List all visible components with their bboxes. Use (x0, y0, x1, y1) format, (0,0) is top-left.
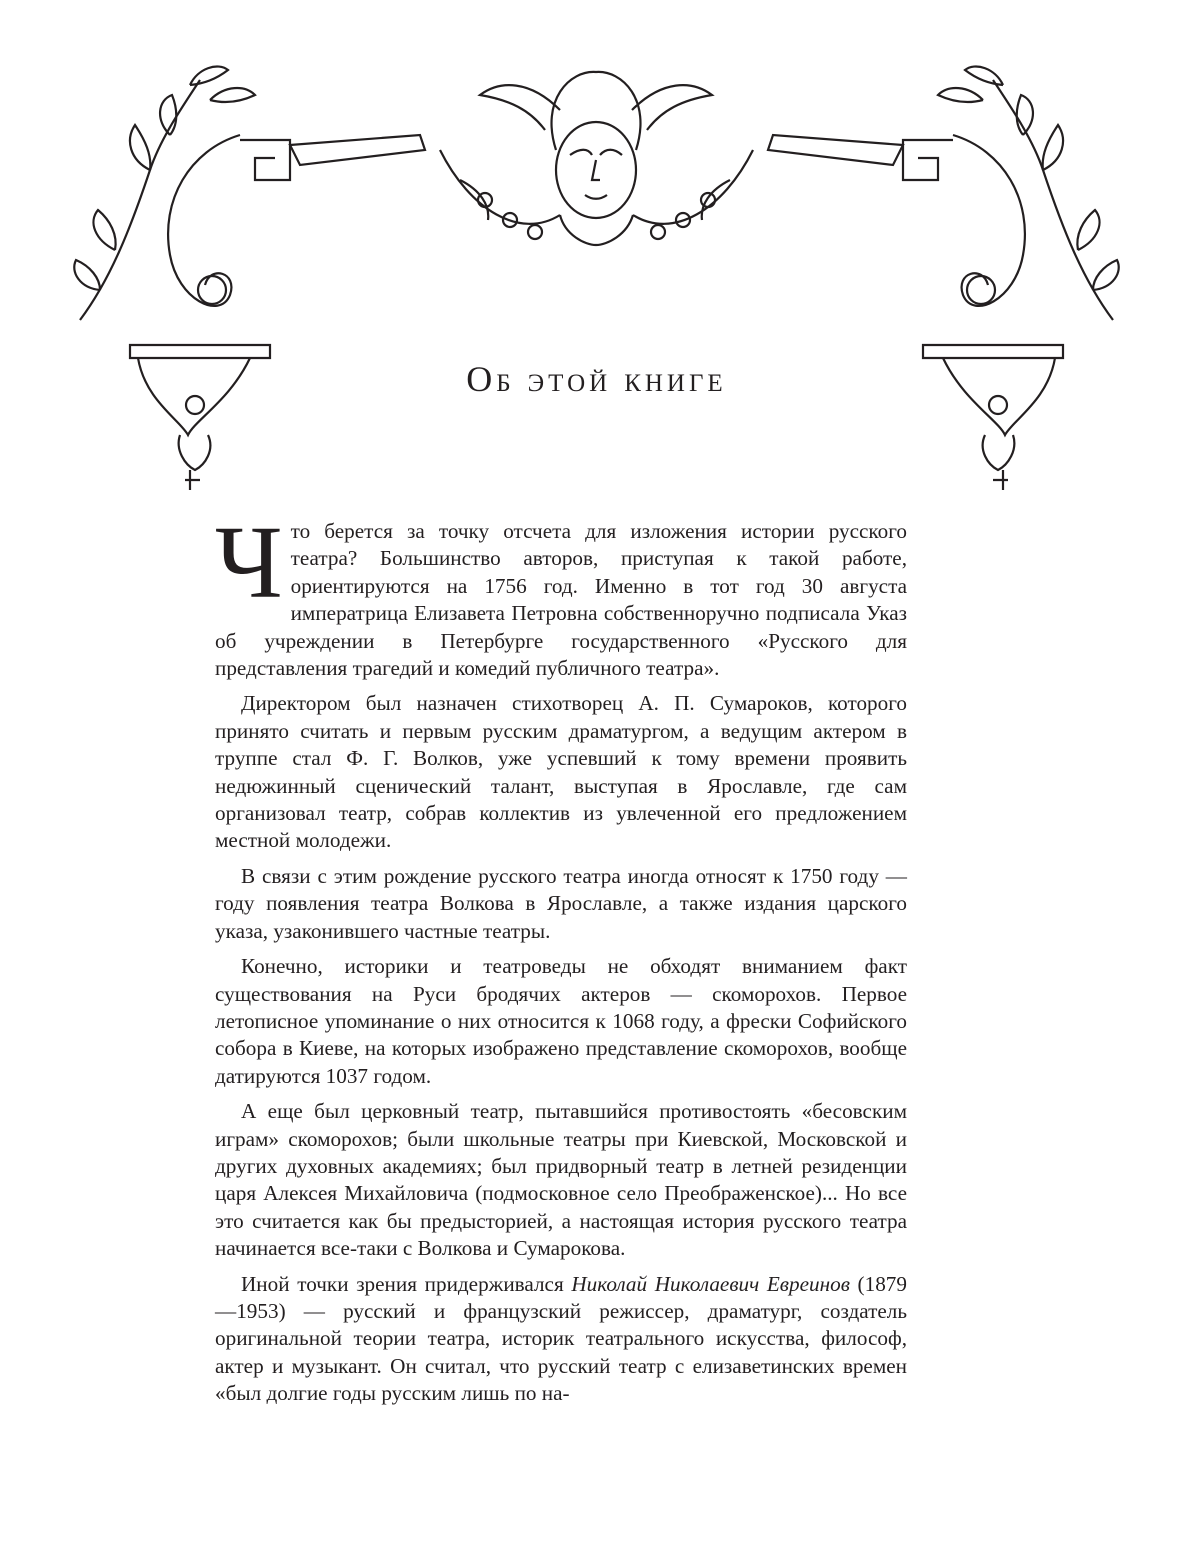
paragraph-3: В связи с этим рождение русского театра иногда относят к 1750 году — году появления театра Волкова в Ярославле, а также издания царского указа, узаконившего частные театры. (215, 863, 907, 943)
paragraph-4: Конечно, историки и театроведы не обходят вниманием факт существования на Руси бродячих актеров — скоморохов. Первое летописное упоминание о них относится к 1068 году, а фрески Софийского собора в Киеве, на которых изображено представление скоморохов, вообще датируются 1037 годом. (215, 954, 907, 1088)
paragraph-2: Директором был назначен стихотворец А. П. Сумароков, которого принято считать и первым русским драматургом, а ведущим актером в труппе стал Ф. Г. Волков, уже успевший к тому времени проявить недюжинный сценический талант, выступая в Ярославле, где сам организовал театр, собрав коллектив из увлеченной его предложением местной молодежи. (215, 691, 907, 853)
person-name-evreinov: Николай Николаевич Евреинов (571, 1271, 850, 1296)
left-greek-key (240, 140, 290, 180)
dropcap-letter: Ч (215, 505, 283, 620)
paragraph-6 (215, 1271, 907, 1408)
central-mask (556, 122, 636, 218)
left-scroll (168, 135, 240, 306)
paragraph-5: А еще был церковный театр, пытавшийся противостоять «бесовским играм» скоморохов; были школьные театры при Киевской, Московской и других духовных академиях; был придворный театр в летней резиденции царя Алексея Михайловича (подмосковное село Преображенское)... Но все это считается как бы предысторией, а настоящая история русского театра начинается все-таки с Волкова и Сумарокова. (215, 1099, 907, 1261)
chapter-title: Об этой книге (466, 359, 727, 399)
paragraph-1-text: то берется за точку отсчета для изложения истории русского театра? Большинство авторов, приступая к такой работе, ориентируются на 1756 год. Именно в тот год 30 августа императрица Елизавета Петровна собственноручно подписала Указ об учреждении в Петербурге государственного «Русского для представления трагедий и комедий публичного театра». (215, 519, 907, 681)
paragraph-1 (215, 505, 907, 682)
decorative-ornament-frame (40, 40, 1153, 510)
body-text (215, 505, 907, 1416)
paragraph-6-start: Иной точки зрения придерживался (241, 1271, 572, 1296)
paragraph-6-rest: (1879—1953) — русский и французский режиссер, драматург, создатель оригинальной теории театра, историк театрального искусства, философ, актер и музыкант. Он считал, что русский театр с елизаветинских времен «был долгие годы русским лишь по на- (215, 1271, 907, 1406)
